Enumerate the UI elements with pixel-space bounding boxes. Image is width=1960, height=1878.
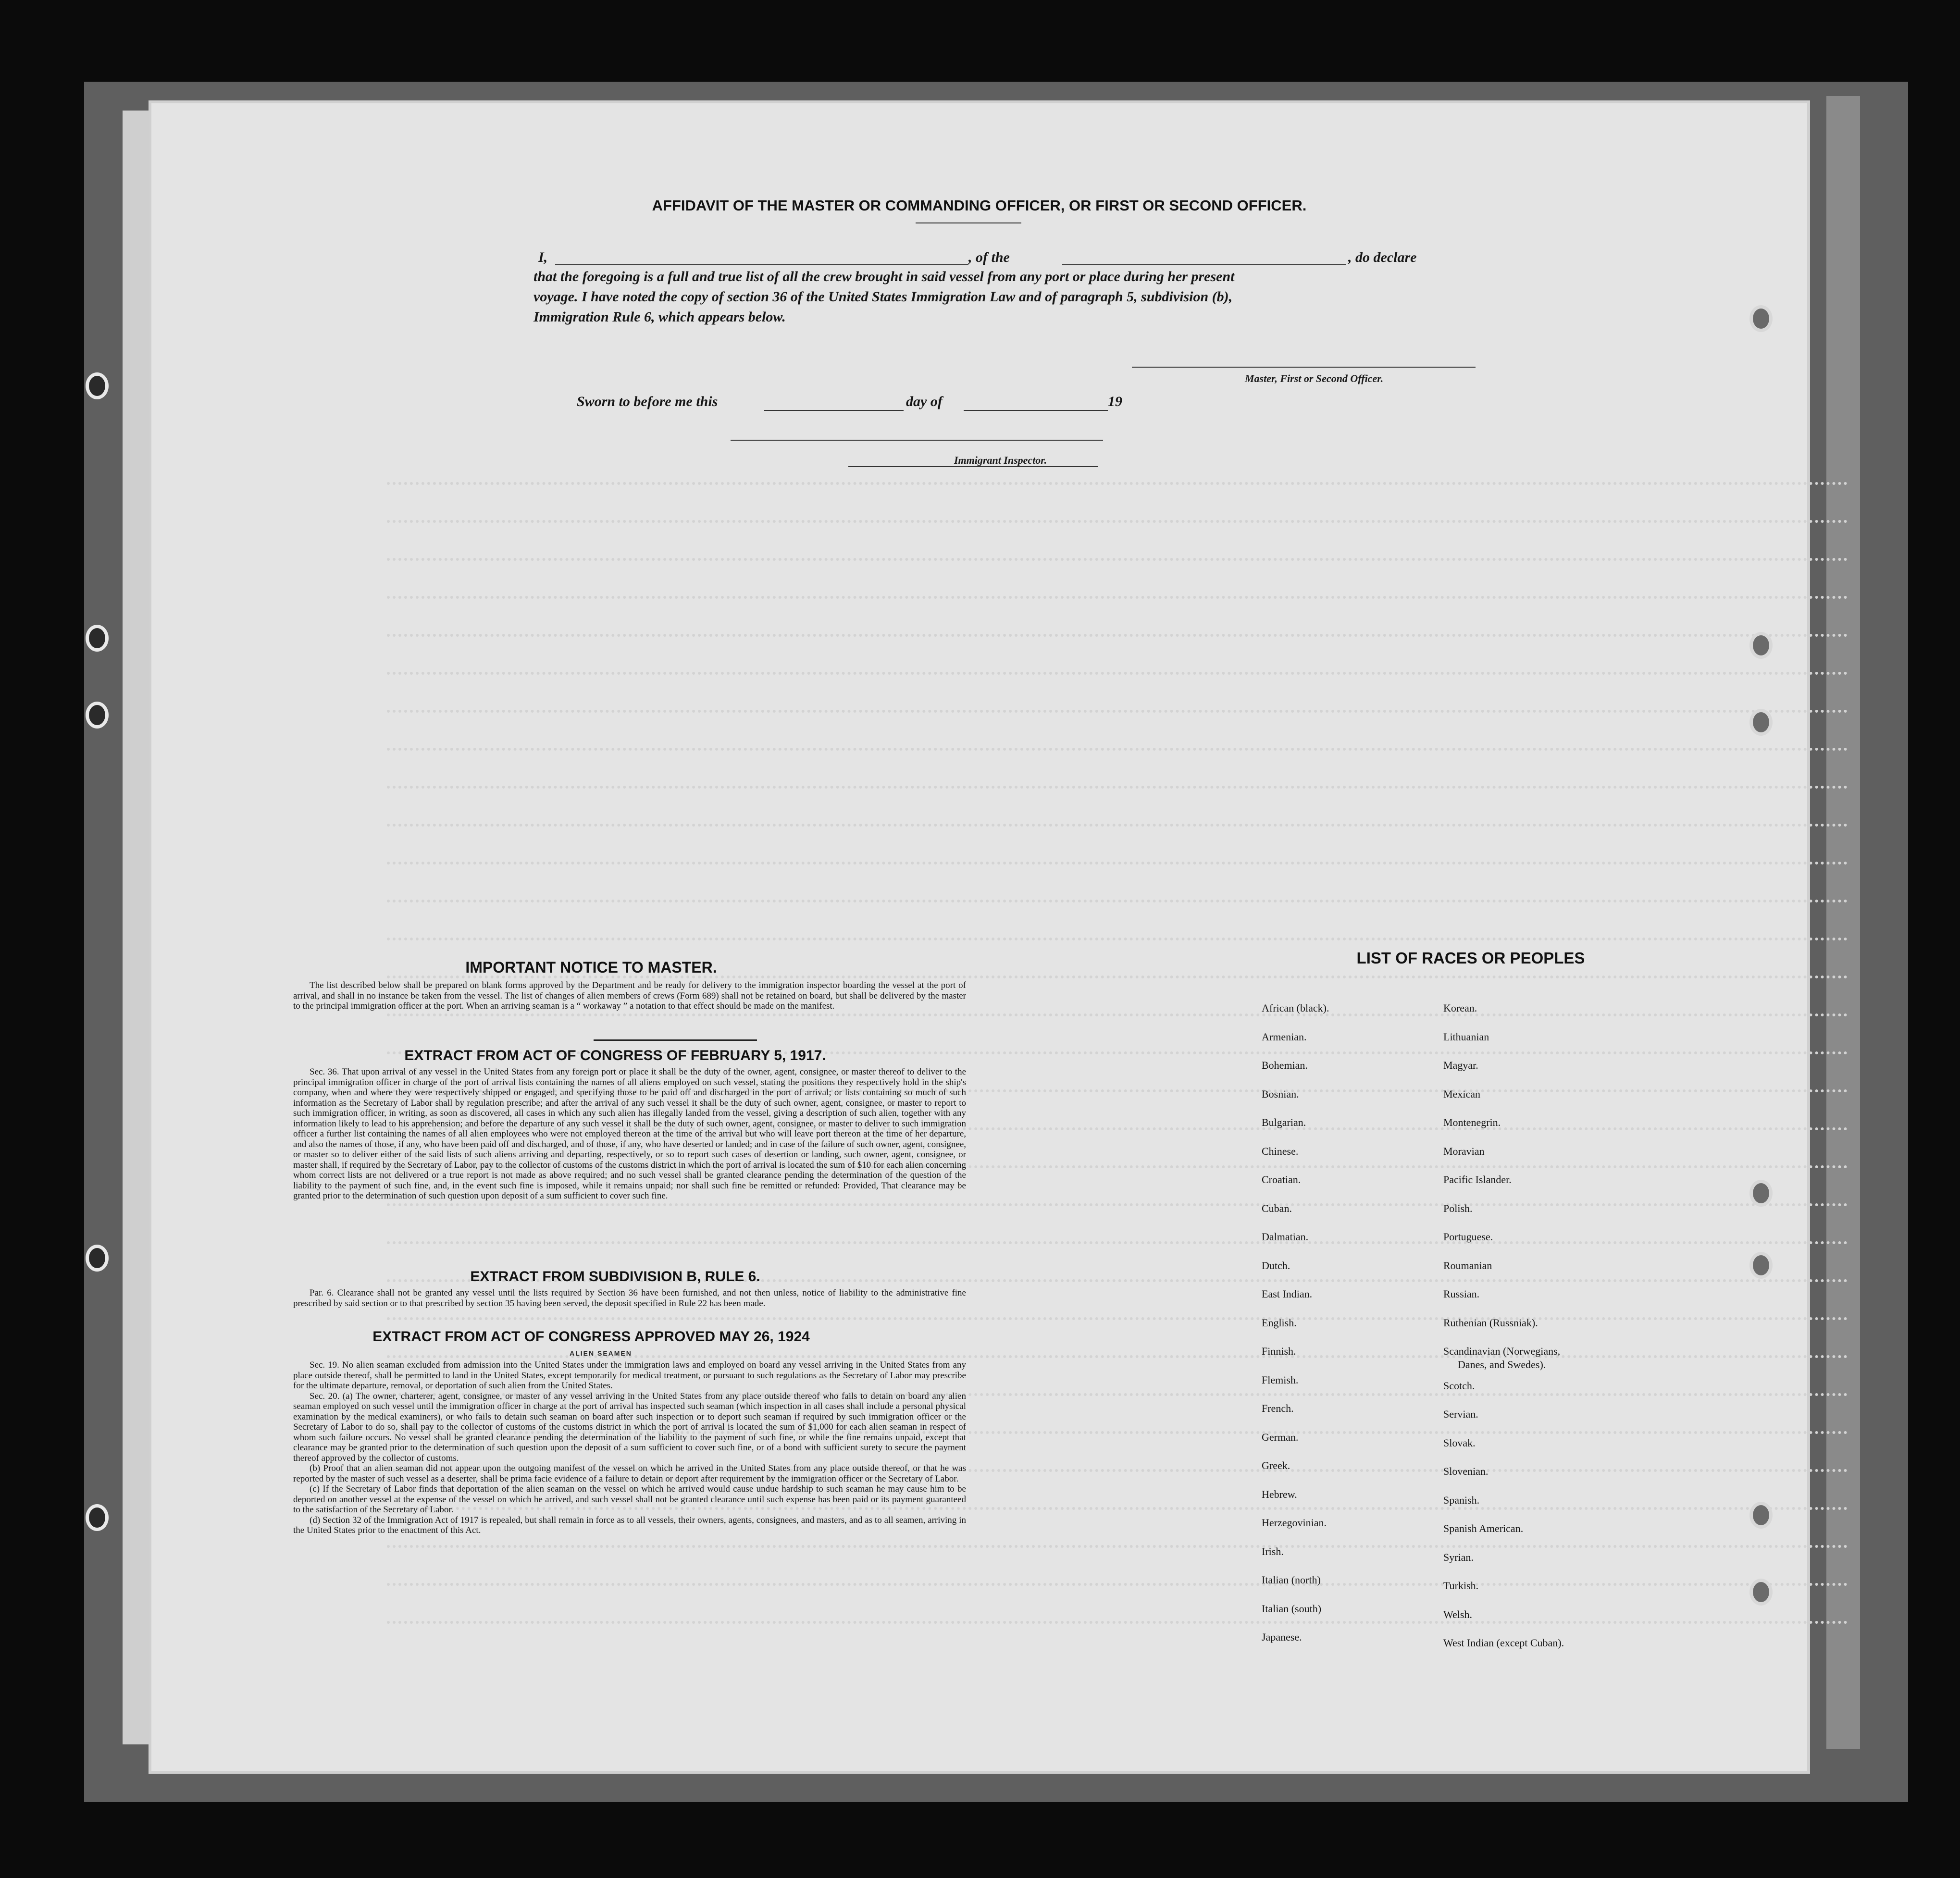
- race-right-extra: Danes, and Swedes).: [1458, 1359, 1546, 1371]
- manifest-page: [151, 103, 1807, 1771]
- day-of-label: day of: [906, 394, 943, 409]
- binder-hole: [1749, 1502, 1773, 1529]
- binder-hole: [1749, 632, 1773, 659]
- race-item: Slovak.: [1443, 1436, 1476, 1449]
- race-item: Syrian.: [1443, 1551, 1474, 1563]
- inspector-label: Immigrant Inspector.: [954, 454, 1047, 466]
- race-item: Bohemian.: [1262, 1059, 1308, 1071]
- board-edge-left: [123, 111, 151, 1744]
- sworn-label: Sworn to before me this: [577, 394, 718, 409]
- binder-hole: [1749, 305, 1773, 332]
- race-item: Spanish.: [1443, 1494, 1480, 1506]
- race-item: German.: [1262, 1431, 1299, 1443]
- notice-text: The list described below shall be prepared on blank forms approved by the Department and be ready for delivery to the immigration inspector boarding the vessel at the port of arrival, and shall in no instance be taken from the vessel. The list of changes of alien members of crews (Form 689) shall not be retained on board, but shall be delivered by the master to the principal immigration officer at the port. When an arriving seaman is a “ workaway ” a notation to that effect should be made on the manifest.: [293, 980, 966, 1011]
- race-item: Slovenian.: [1443, 1465, 1489, 1477]
- ghost-row: [387, 853, 1848, 865]
- race-item: Finnish.: [1262, 1345, 1296, 1357]
- race-item: Bulgarian.: [1262, 1116, 1306, 1128]
- inspector-signature-line-upper: [731, 440, 1103, 441]
- race-item: Hebrew.: [1262, 1488, 1297, 1500]
- ghost-row: [387, 739, 1848, 751]
- race-item: African (black).: [1262, 1002, 1329, 1014]
- ghost-row: [387, 511, 1848, 523]
- race-item: Scotch.: [1443, 1379, 1475, 1392]
- race-item: Bosnian.: [1262, 1087, 1299, 1100]
- rule6-title: EXTRACT FROM SUBDIVISION B, RULE 6.: [470, 1269, 760, 1285]
- i-label: I,: [538, 249, 548, 265]
- binder-hole: [86, 625, 109, 652]
- binder-hole: [1749, 1579, 1773, 1606]
- affidavit-line-1: [538, 247, 547, 268]
- race-item: Pacific Islander.: [1443, 1174, 1512, 1186]
- ghost-row: [387, 1536, 1848, 1548]
- ghost-row: [387, 1309, 1848, 1320]
- binder-hole: [86, 1245, 109, 1272]
- binder-hole: [86, 1504, 109, 1531]
- race-item: Italian (south): [1262, 1602, 1322, 1615]
- binder-hole: [86, 372, 109, 399]
- sec20b-text: (b) Proof that an alien seaman did not appear upon the outgoing manifest of the vessel on which he arrived in the United States from any place outside thereof, or that he was reported by the master of such vessel as a deserter, shall be prima facie evidence of a failure to detain or deport after requirement by the immigration officer or the Secretary of Labor.: [293, 1463, 966, 1484]
- race-item: West Indian (except Cuban).: [1443, 1637, 1564, 1649]
- race-item: Dutch.: [1262, 1259, 1290, 1272]
- affidavit-line-2: that the foregoing is a full and true list of all the crew brought in said vessel from any port or place during her present: [533, 269, 1235, 284]
- race-item: Armenian.: [1262, 1030, 1307, 1043]
- binder-hole: [86, 702, 109, 729]
- ghost-row: [387, 815, 1848, 827]
- ghost-row: [387, 929, 1848, 940]
- race-item: Greek.: [1262, 1459, 1290, 1471]
- races-title: LIST OF RACES OR PEOPLES: [1356, 949, 1585, 967]
- ghost-row: [387, 1574, 1848, 1586]
- declare-label: , do declare: [1348, 249, 1417, 265]
- race-item: Scandinavian (Norwegians,: [1443, 1345, 1561, 1357]
- affidavit-line-3: voyage. I have noted the copy of section 36 of the United States Immigration Law and of paragraph 5, subdivision (b),: [533, 289, 1233, 305]
- race-item: Cuban.: [1262, 1202, 1292, 1214]
- notice-title: IMPORTANT NOTICE TO MASTER.: [465, 959, 717, 976]
- race-item: Roumanian: [1443, 1259, 1492, 1272]
- binder-hole: [1749, 1180, 1773, 1207]
- sec20c-text: (c) If the Secretary of Labor finds that deportation of the alien seaman on the vessel on which he arrived would cause undue hardship to such seaman he may cause him to be deported on another vessel at the expense of the vessel on which he arrived, and such vessel shall not be granted clearance until such expense has been paid or its payment guaranteed to the satisfaction of the Secretary of Labor.: [293, 1484, 966, 1515]
- race-item: Polish.: [1443, 1202, 1473, 1214]
- divider-1: [594, 1039, 757, 1041]
- race-item: Japanese.: [1262, 1631, 1302, 1643]
- race-item: Irish.: [1262, 1545, 1284, 1557]
- race-item: Servian.: [1443, 1408, 1478, 1420]
- race-item: Flemish.: [1262, 1373, 1299, 1386]
- race-item: Montenegrin.: [1443, 1116, 1501, 1128]
- extract-1924-title: EXTRACT FROM ACT OF CONGRESS APPROVED MAY 26, 1924: [372, 1329, 810, 1345]
- race-item: Portuguese.: [1443, 1231, 1493, 1243]
- race-item: Italian (north): [1262, 1574, 1321, 1586]
- rule6-text: Par. 6. Clearance shall not be granted any vessel until the lists required by Section 36 have been furnished, and not then unless, notice of liability to the administrative fine prescribed by said section or to that prescribed by section 35 having been served, the deposit specified in Rule 22 has been made.: [293, 1288, 966, 1309]
- officer-label: Master, First or Second Officer.: [1245, 372, 1384, 384]
- ghost-row: [387, 1612, 1848, 1624]
- name-blank[interactable]: [555, 264, 968, 265]
- race-item: Russian.: [1443, 1288, 1480, 1300]
- race-item: Croatian.: [1262, 1174, 1301, 1186]
- extract-1917-title: EXTRACT FROM ACT OF CONGRESS OF FEBRUARY 5, 1917.: [404, 1048, 826, 1063]
- month-blank[interactable]: [964, 410, 1108, 411]
- sec19-text: Sec. 19. No alien seaman excluded from admission into the United States under the immigration laws and employed on board any vessel arriving in the United States from any place outside thereof, shall be permitted to land in the United States, except temporarily for medical treatment, or pursuant to such regulations as the Secretary of Labor may prescribe for the ultimate departure, removal, or deportation of such alien from the United States.: [293, 1360, 966, 1391]
- binder-hole: [1749, 1252, 1773, 1279]
- race-item: Chinese.: [1262, 1145, 1299, 1157]
- race-item: Ruthenian (Russniak).: [1443, 1316, 1538, 1329]
- race-item: Korean.: [1443, 1002, 1477, 1014]
- ghost-row: [387, 663, 1848, 675]
- race-item: Lithuanian: [1443, 1030, 1489, 1043]
- race-item: French.: [1262, 1402, 1294, 1414]
- alien-seamen-subtitle: ALIEN SEAMEN: [570, 1349, 632, 1357]
- ghost-row: [387, 549, 1848, 561]
- sec20d-text: (d) Section 32 of the Immigration Act of 1917 is repealed, but shall remain in force as to all vessels, their owners, agents, consignees, and masters, and as to all seamen, arriving in the United States prior to the enactment of this Act.: [293, 1515, 966, 1535]
- race-item: Herzegovinian.: [1262, 1517, 1327, 1529]
- of-the-label: , of the: [968, 249, 1010, 265]
- race-item: Magyar.: [1443, 1059, 1478, 1071]
- extract-1924-text: [293, 1360, 966, 1536]
- race-item: East Indian.: [1262, 1288, 1313, 1300]
- vessel-blank[interactable]: [1062, 264, 1346, 265]
- ghost-row: [387, 891, 1848, 902]
- officer-signature-line[interactable]: [1132, 367, 1476, 368]
- race-item: Welsh.: [1443, 1608, 1472, 1620]
- race-item: Moravian: [1443, 1145, 1485, 1157]
- ghost-row: [387, 1233, 1848, 1244]
- extract-1917-text: Sec. 36. That upon arrival of any vessel in the United States from any foreign port or place it shall be the duty of the owner, agent, consignee, or master thereof to deliver to the principal immigration officer in charge of the port of arrival lists containing the names of all aliens employed on such vessel, stating the positions they respectively hold in the ship's company, when and where they were respectively shipped or engaged, and specifying those to be paid off and discharged in the port of arrival; or lists containing so much of such information as the Secretary of Labor shall by regulation prescribe; and after the arrival of any such vessel it shall be the duty of such owner, agent, consignee, or master to report to such immigration officer, in writing, as soon as discovered, all cases in which any such alien has illegally landed from the vessel, giving a description of such alien, together with any information likely to lead to his apprehension; and before the departure of any such vessel it shall be the duty of such owner, agent, consignee, or master to deliver to such immigration officer a further list containing the names of all alien employees who were not employed thereon at the time of the arrival but who will leave port thereon at the time of her departure, and also the names of those, if any, who have been paid off and discharged, and of those, if any, who have deserted or landed; and in case of the failure of such owner, agent, consignee, or master so to deliver either of the said lists of such aliens arriving and departing, respectively, or so to report such cases of desertion or landing, such owner, agent, consignee, or master shall, if required by the Secretary of Labor, pay to the collector of customs of the customs district in which the port of arrival is located the sum of $10 for each alien concerning whom correct lists are not delivered or a true report is not made as above required; and no such vessel shall be granted clearance pending the determination of the question of the liability to the payment of such fine, and, in the event such fine is imposed, while it remains unpaid; nor shall such fine be remitted or refunded: Provided, That clearance may be granted prior to the determination of such question upon deposit of a sum sufficient to cover such fine.: [293, 1067, 966, 1201]
- race-item: Mexican: [1443, 1087, 1480, 1100]
- ghost-row: [387, 777, 1848, 789]
- ghost-row: [387, 587, 1848, 599]
- sec20a-text: Sec. 20. (a) The owner, charterer, agent, consignee, or master of any vessel arriving in the United States from any place outside thereof who fails to detain on board any alien seaman employed on such vessel until the immigration officer in charge at the port of arrival has inspected such seaman (which inspection in all cases shall include a personal physical examination by the medical examiners), or who fails to detain such seaman on board after such inspection or to deport such seaman if required by such immigration officer or the Secretary of Labor to do so, shall pay to the collector of customs of the customs district in which the port of arrival is located the sum of $1,000 for each alien seaman in respect of whom such failure occurs. No vessel shall be granted clearance pending the determination of the liability to the payment of such fine, or while the fine remains unpaid, except that clearance may be granted prior to the determination of such question upon the deposit of a sum sufficient to cover such fine, or of a bond with sufficient surety to secure the payment thereof approved by the collector of customs.: [293, 1391, 966, 1463]
- ghost-row: [387, 625, 1848, 637]
- ghost-row: [387, 701, 1848, 713]
- affidavit-title: AFFIDAVIT OF THE MASTER OR COMMANDING OFFICER, OR FIRST OR SECOND OFFICER.: [652, 197, 1307, 214]
- title-underline: [916, 222, 1021, 223]
- year-prefix: 19: [1108, 394, 1122, 409]
- affidavit-line-4: Immigration Rule 6, which appears below.: [533, 309, 786, 325]
- race-item: Dalmatian.: [1262, 1231, 1309, 1243]
- race-item: Spanish American.: [1443, 1522, 1524, 1534]
- race-item: English.: [1262, 1316, 1297, 1329]
- race-item: Turkish.: [1443, 1580, 1479, 1592]
- ghost-row: [387, 473, 1848, 485]
- binder-hole: [1749, 709, 1773, 736]
- day-blank[interactable]: [764, 410, 904, 411]
